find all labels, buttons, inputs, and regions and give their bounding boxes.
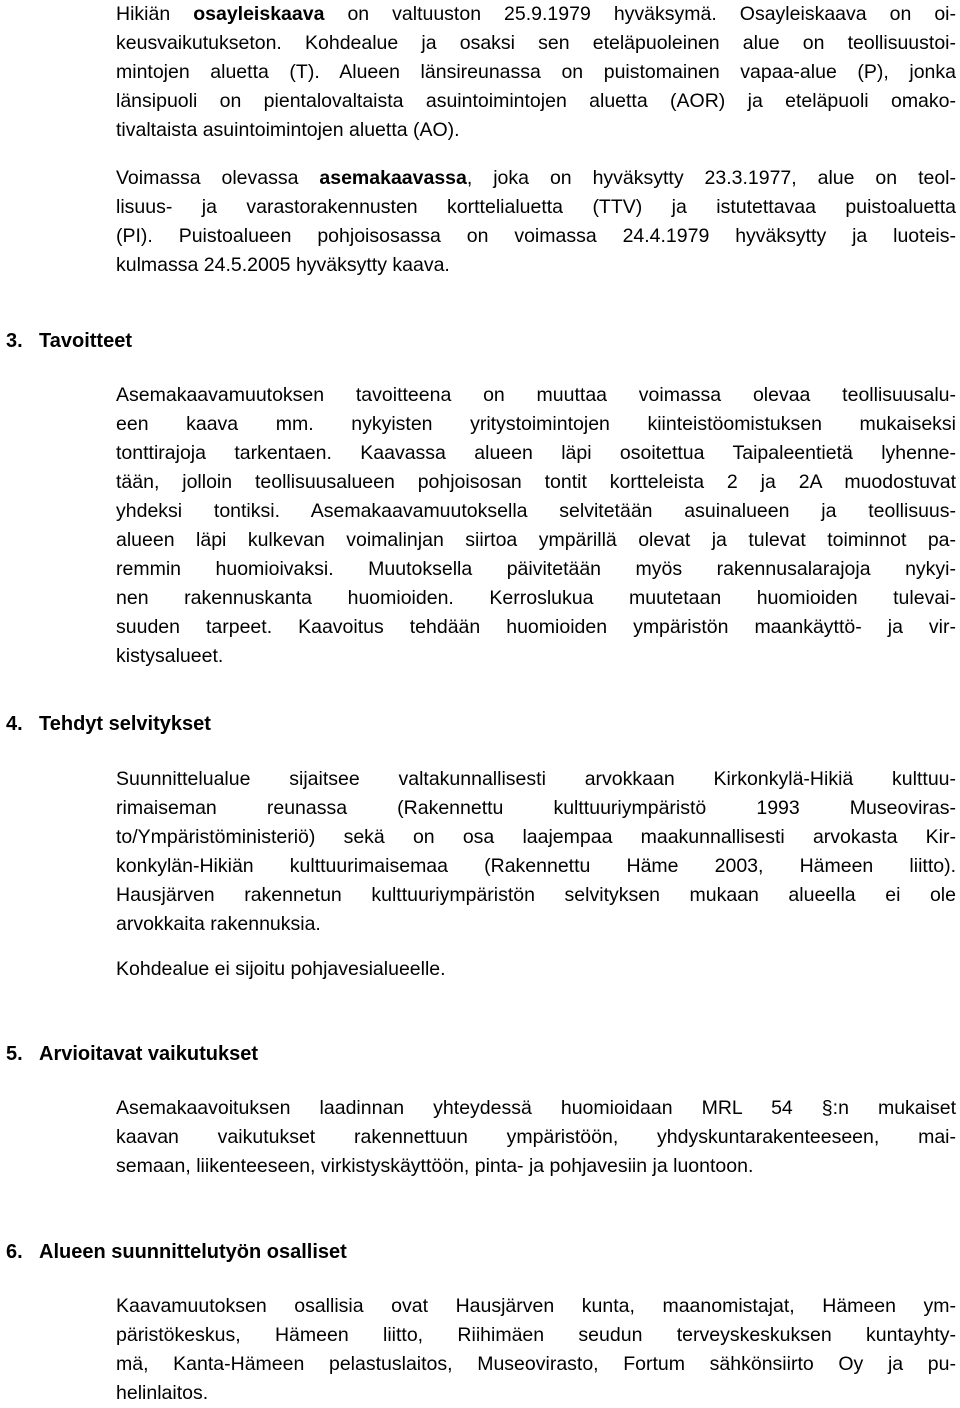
section-title: Alueen suunnittelutyön osalliset [39, 1241, 347, 1263]
text-line: kistysalueet. [116, 645, 224, 667]
section-number: 3. [6, 330, 23, 352]
text-line: kulmassa 24.5.2005 hyväksytty kaava. [116, 254, 450, 276]
text-line: (PI). Puistoalueen pohjoisosassa on voimassa 24.4.1979 hyväksytty ja luoteis- [116, 225, 956, 247]
text-line: to/Ympäristöministeriö) sekä on osa laajempaa maakunnallisesti arvokasta Kir- [116, 826, 956, 848]
section-number: 5. [6, 1043, 23, 1065]
text-line: päristökeskus, Hämeen liitto, Riihimäen seudun terveyskeskuksen kuntayhty- [116, 1324, 956, 1346]
osayleiskaava-paragraph [116, 0, 956, 145]
text-line: Kohdealue ei sijoitu pohjavesialueelle. [116, 958, 446, 980]
section-title: Arvioitavat vaikutukset [39, 1043, 258, 1065]
section-heading-osalliset [6, 1237, 347, 1267]
tavoitteet-paragraph [116, 381, 956, 671]
section-number: 6. [6, 1241, 23, 1263]
text-line: lisuus- ja varastorakennusten korttelialuetta (TTV) ja istutettavaa puistoaluetta [116, 196, 956, 218]
asemakaava-term: asemakaavassa [319, 167, 467, 189]
text-line: nen rakennuskanta huomioiden. Kerroslukua muutetaan huomioiden tulevai- [116, 587, 956, 609]
text-line: suuden tarpeet. Kaavoitus tehdään huomioiden ympäristön maankäyttö- ja vir- [116, 616, 956, 638]
text-line: keusvaikutukseton. Kohdealue ja osaksi sen eteläpuoleinen alue on teollisuustoi- [116, 32, 956, 54]
text-line: mä, Kanta-Hämeen pelastuslaitos, Museovirasto, Fortum sähkönsiirto Oy ja pu- [116, 1353, 956, 1375]
osayleiskaava-term: osayleiskaava [193, 3, 325, 25]
vaikutukset-paragraph [116, 1094, 956, 1181]
text-line: Asemakaavoituksen laadinnan yhteydessä huomioidaan MRL 54 §:n mukaiset [116, 1097, 956, 1119]
text-line: tonttirajoja tarkentaen. Kaavassa alueen läpi osoitettua Taipaleentietä lyhenne- [116, 442, 956, 464]
text-line: remmin huomioivaksi. Muutoksella päivitetään myös rakennusalarajoja nykyi- [116, 558, 956, 580]
text-line: Asemakaavamuutoksen tavoitteena on muuttaa voimassa olevaa teollisuusalu- [116, 384, 956, 406]
section-heading-tavoitteet [6, 326, 132, 356]
text-line: Hikiän osayleiskaava on valtuuston 25.9.1979 hyväksymä. Osayleiskaava on oi- [116, 3, 957, 25]
section-title: Tehdyt selvitykset [39, 713, 211, 735]
section-heading-arvioitavat-vaikutukset [6, 1039, 258, 1069]
asemakaava-paragraph [116, 164, 956, 280]
text-line: konkylän-Hikiän kulttuurimaisemaa (Rakennettu Häme 2003, Hämeen liitto). [116, 855, 956, 877]
text-line: tivaltaista asuintoimintojen aluetta (AO). [116, 119, 460, 141]
section-title: Tavoitteet [39, 330, 132, 352]
section-heading-tehdyt-selvitykset [6, 709, 211, 739]
text-line: Suunnittelualue sijaitsee valtakunnallisesti arvokkaan Kirkonkylä-Hikiä kulttuu- [116, 768, 956, 790]
text-line: tään, jolloin teollisuusalueen pohjoisosan tontit kortteleista 2 ja 2A muodostuvat [116, 471, 956, 493]
text-line: mintojen aluetta (T). Alueen länsireunassa on puistomainen vapaa-alue (P), jonka [116, 61, 956, 83]
text-line: rimaiseman reunassa (Rakennettu kulttuuriympäristö 1993 Museoviras- [116, 797, 956, 819]
text-line: yhdeksi tontiksi. Asemakaavamuutoksella selvitetään asuinalueen ja teollisuus- [116, 500, 956, 522]
text-line: kaavan vaikutukset rakennettuun ympäristöön, yhdyskuntarakenteeseen, mai- [116, 1126, 956, 1148]
osalliset-paragraph [116, 1292, 956, 1408]
text-line: länsipuoli on pientalovaltaista asuintoimintojen aluetta (AOR) ja eteläpuoli omako- [116, 90, 956, 112]
section-number: 4. [6, 713, 23, 735]
text-line: een kaava mm. nykyisten yritystoimintojen kiinteistöomistuksen mukaiseksi [116, 413, 956, 435]
text-line: helinlaitos. [116, 1382, 209, 1404]
text-line: arvokkaita rakennuksia. [116, 913, 321, 935]
pohjavesi-paragraph [116, 955, 956, 984]
text-line: semaan, liikenteeseen, virkistyskäyttöön, pinta- ja pohjavesiin ja luontoon. [116, 1155, 754, 1177]
text-line: alueen läpi kulkevan voimalinjan siirtoa ympärillä olevat ja tulevat toiminnot pa- [116, 529, 956, 551]
text-line: Kaavamuutoksen osallisia ovat Hausjärven kunta, maanomistajat, Hämeen ym- [116, 1295, 956, 1317]
selvitykset-paragraph [116, 765, 956, 939]
text-line: Hausjärven rakennetun kulttuuriympäristön selvityksen mukaan alueella ei ole [116, 884, 956, 906]
text-line: Voimassa olevassa asemakaavassa, joka on hyväksytty 23.3.1977, alue on teol- [116, 167, 956, 189]
